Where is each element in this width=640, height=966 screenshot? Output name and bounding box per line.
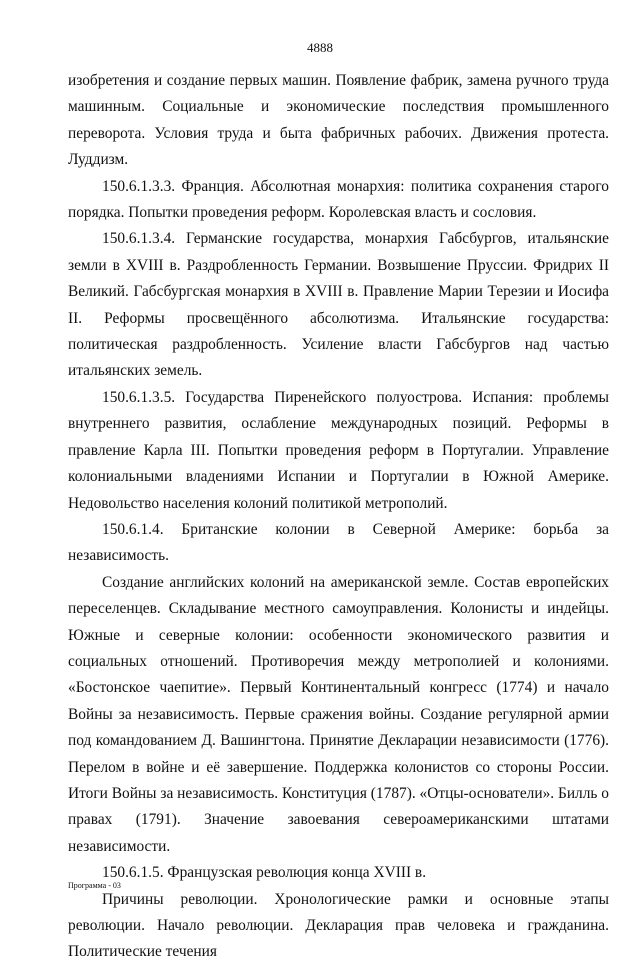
paragraph-revolution-causes: Причины революции. Хронологические рамки и основные этапы революции. Начало революции. Декларация прав человека и гражданина. Политические течения — [68, 890, 609, 961]
heading-british-colonies: 150.6.1.4. Британские колонии в Северной Америке: борьба за независимость. — [68, 520, 609, 565]
heading-french-revolution: 150.6.1.5. Французская революция конца XVIII в. — [102, 864, 427, 882]
paragraph-iberian-states: 150.6.1.3.5. Государства Пиренейского полуострова. Испания: проблемы внутреннего развития, ослабление международных позиций. Реформы в правление Карла III. Попытки проведения реформ в Португалии. Управление колониальными владениями Испании и Португалии в Южной Америке. Недовольство населения колоний политикой метрополий. — [68, 388, 609, 512]
page-number: 4888 — [307, 40, 333, 55]
paragraph-france: 150.6.1.3.3. Франция. Абсолютная монархия: политика сохранения старого порядка. Попытки проведения реформ. Королевская власть и сословия. — [68, 177, 609, 222]
paragraph-german-states: 150.6.1.3.4. Германские государства, монархия Габсбургов, итальянские земли в XVIII в. Раздробленность Германии. Возвышение Пруссии. Фридрих II Великий. Габсбургская монархия в XVIII в. Правление Марии Терезии и Иосифа II. Реформы просвещённого абсолютизма. Итальянские государства: политическая раздробленность. Усиление власти Габсбургов над частью итальянских земель. — [68, 230, 609, 380]
document-body — [68, 68, 609, 966]
paragraph-american-colonies: Создание английских колоний на американской земле. Состав европейских переселенцев. Складывание местного самоуправления. Колонисты и индейцы. Южные и северные колонии: особенности экономического развития и социальных отношений. Противоречия между метрополией и колониями. «Бостонское чаепитие». Первый Континентальный конгресс (1774) и начало Войны за независимость. Первые сражения войны. Создание регулярной армии под командованием Д. Вашингтона. Принятие Декларации независимости (1776). Перелом в войне и её завершение. Поддержка колонистов со стороны России. Итоги Войны за независимость. Конституция (1787). «Отцы-основатели». Билль о правах (1791). Значение завоевания североамериканскими штатами независимости. — [68, 573, 609, 855]
paragraph-industrial-revolution: изобретения и создание первых машин. Появление фабрик, замена ручного труда машинным. Социальные и экономические последствия промышленного переворота. Условия труда и быта фабричных рабочих. Движения протеста. Луддизм. — [68, 72, 609, 169]
footer-label: Программа - 03 — [68, 881, 121, 890]
